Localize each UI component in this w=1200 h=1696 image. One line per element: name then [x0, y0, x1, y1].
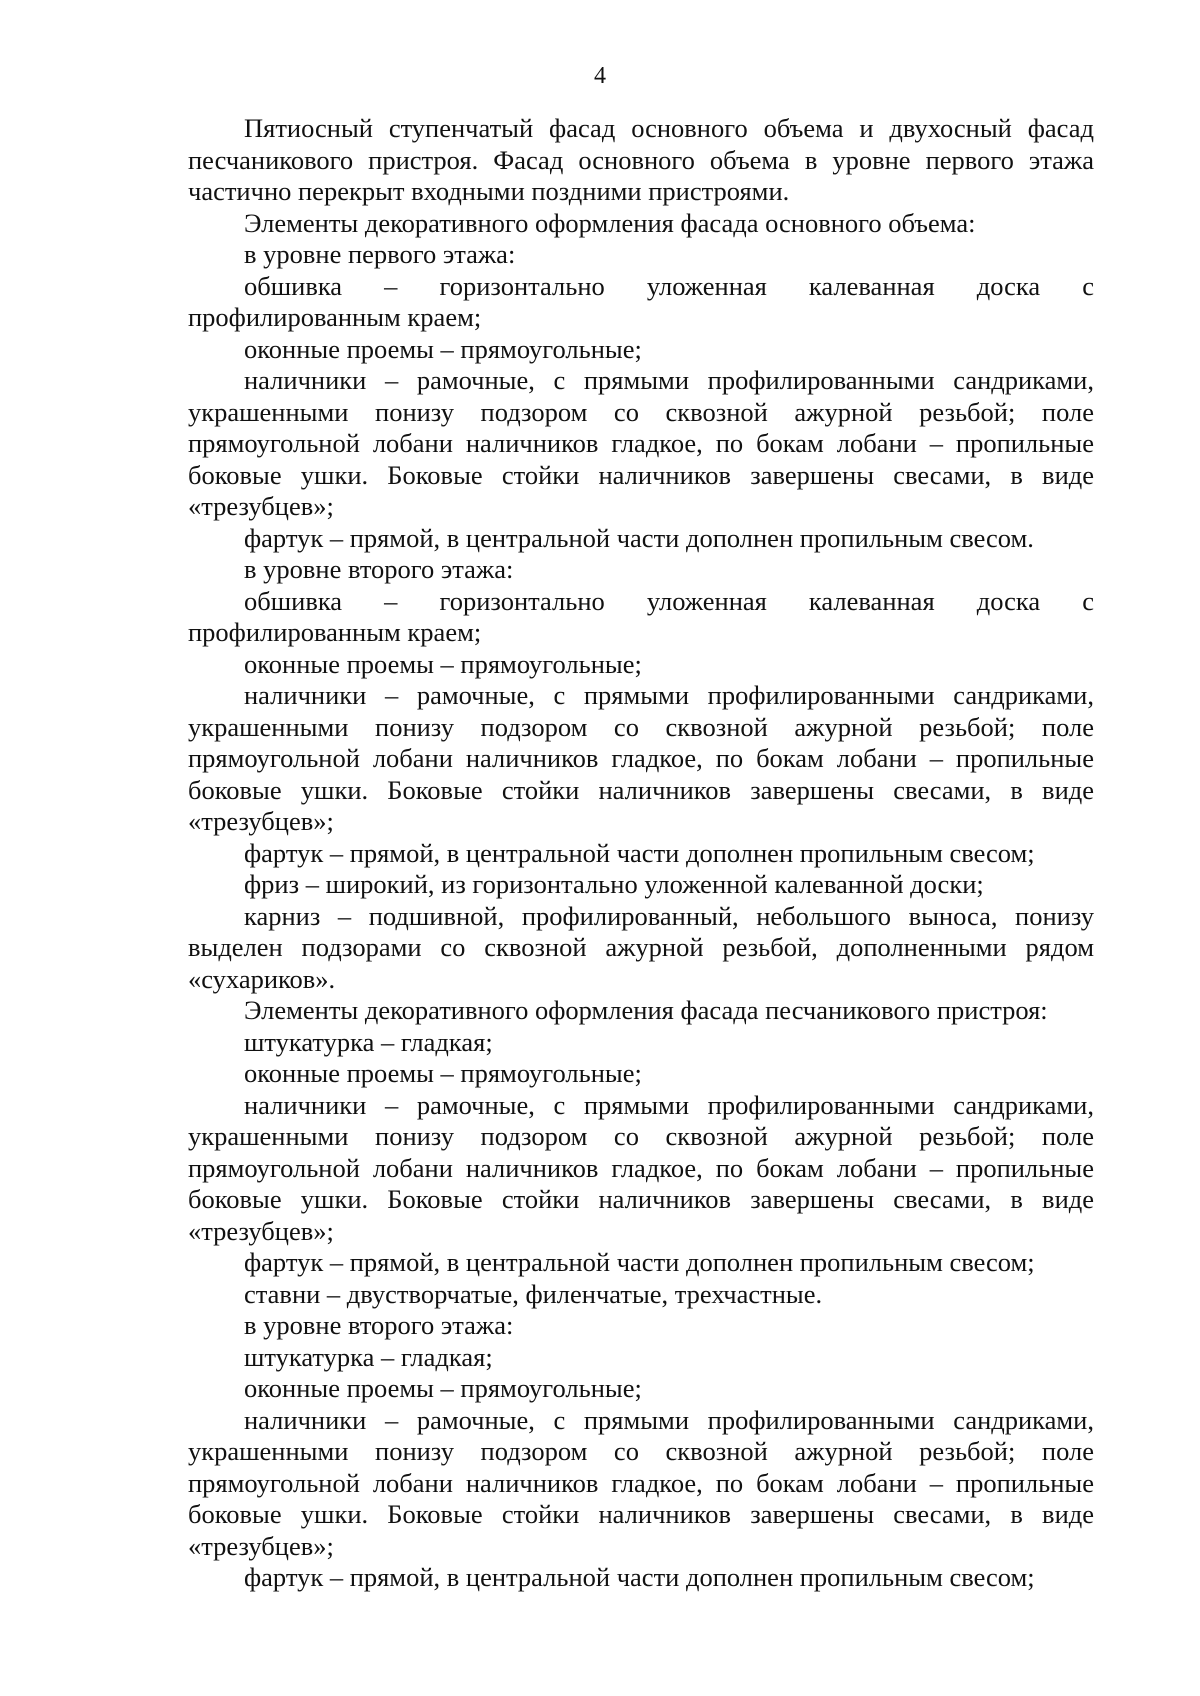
- paragraph: ставни – двустворчатые, филенчатые, трехчастные.: [244, 1278, 823, 1309]
- paragraph: штукатурка – гладкая;: [244, 1341, 493, 1372]
- paragraph: оконные проемы – прямоугольные;: [244, 1058, 642, 1088]
- paragraph: в уровне первого этажа:: [244, 239, 516, 269]
- paragraph: фартук – прямой, в центральной части дополнен пропильным свесом.: [244, 522, 1034, 553]
- paragraph: фартук – прямой, в центральной части дополнен пропильным свесом;: [244, 1562, 1035, 1592]
- paragraph: оконные проемы – прямоугольные;: [244, 648, 642, 679]
- paragraph: наличники – рамочные, с прямыми профилированными сандриками, украшенными понизу подзором со сквозной ажурной резьбой; поле прямоугольной лобани наличников гладкое, по бокам лобани – пропильные боковые ушки. Боковые стойки наличников завершены свесами, в виде «трезубцев»;: [188, 680, 1094, 836]
- paragraph: фриз – широкий, из горизонтально уложенной калеванной доски;: [244, 869, 984, 899]
- paragraph: Элементы декоративного оформления фасада песчаникового пристроя:: [244, 995, 1048, 1025]
- paragraph: обшивка – горизонтально уложенная калеванная доска с профилированным краем;: [188, 270, 1094, 332]
- paragraph: оконные проемы – прямоугольные;: [244, 333, 642, 364]
- paragraph: оконные проемы – прямоугольные;: [244, 1373, 642, 1403]
- page-number: 4: [594, 63, 606, 89]
- paragraph: фартук – прямой, в центральной части дополнен пропильным свесом;: [244, 1247, 1035, 1277]
- paragraph: Пятиосный ступенчатый фасад основного объема и двухосный фасад песчаникового пристроя. Фасад основного объема в уровне первого этажа частично перекрыт входными поздними пристроями.: [188, 113, 1094, 206]
- paragraph: в уровне второго этажа:: [244, 1310, 514, 1340]
- paragraph: наличники – рамочные, с прямыми профилированными сандриками, украшенными понизу подзором со сквозной ажурной резьбой; поле прямоугольной лобани наличников гладкое, по бокам лобани – пропильные боковые ушки. Боковые стойки наличников завершены свесами, в виде «трезубцев»;: [188, 365, 1094, 521]
- document-body: [188, 113, 1094, 1594]
- paragraph: штукатурка – гладкая;: [244, 1026, 493, 1057]
- paragraph: карниз – подшивной, профилированный, небольшого выноса, понизу выделен подзорами со сквозной ажурной резьбой, дополненными рядом «сухариков».: [188, 900, 1094, 994]
- paragraph: наличники – рамочные, с прямыми профилированными сандриками, украшенными понизу подзором со сквозной ажурной резьбой; поле прямоугольной лобани наличников гладкое, по бокам лобани – пропильные боковые ушки. Боковые стойки наличников завершены свесами, в виде «трезубцев»;: [188, 1089, 1094, 1246]
- paragraph: наличники – рамочные, с прямыми профилированными сандриками, украшенными понизу подзором со сквозной ажурной резьбой; поле прямоугольной лобани наличников гладкое, по бокам лобани – пропильные боковые ушки. Боковые стойки наличников завершены свесами, в виде «трезубцев»;: [188, 1404, 1094, 1561]
- paragraph: в уровне второго этажа:: [244, 554, 514, 584]
- paragraph: фартук – прямой, в центральной части дополнен пропильным свесом;: [244, 837, 1035, 868]
- paragraph: обшивка – горизонтально уложенная калеванная доска с профилированным краем;: [188, 585, 1094, 647]
- paragraph: Элементы декоративного оформления фасада основного объема:: [244, 207, 976, 238]
